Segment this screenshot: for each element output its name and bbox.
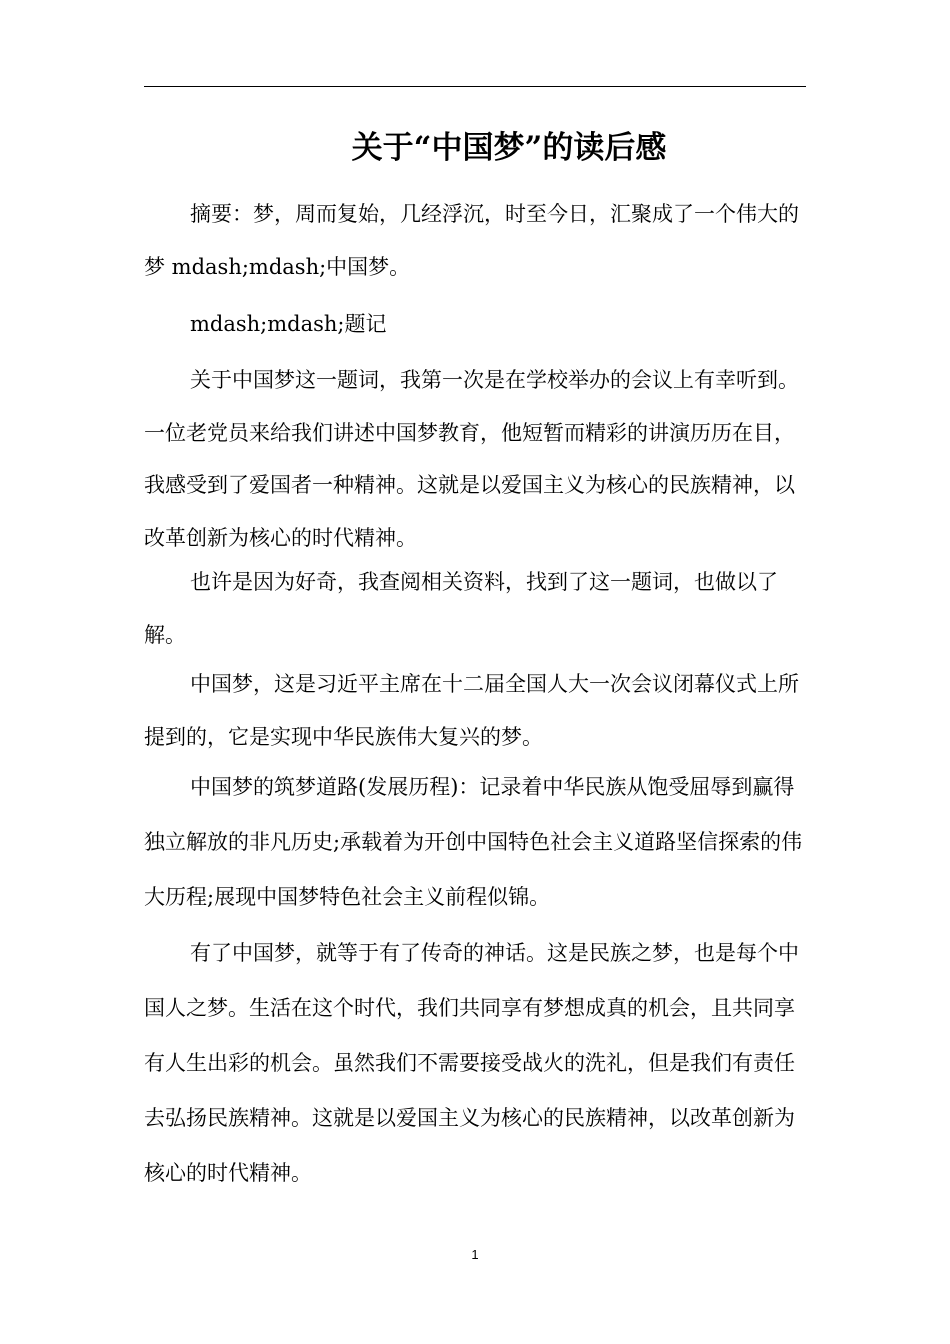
header-rule	[144, 86, 806, 87]
epigraph-paragraph: mdash;mdash;题记	[190, 312, 387, 336]
body-paragraph: 中国梦，这是习近平主席在十二届全国人大一次会议闭幕仪式上所提到的，它是实现中华民族伟大复兴的梦。	[144, 672, 799, 749]
body-paragraph: 也许是因为好奇，我查阅相关资料，找到了这一题词，也做以了解。	[144, 570, 778, 647]
page-number: 1	[471, 1247, 479, 1262]
abstract-paragraph: 摘要：梦，周而复始，几经浮沉，时至今日，汇聚成了一个伟大的梦 mdash;mdash;中国梦。	[144, 202, 799, 279]
body-paragraph: 关于中国梦这一题词，我第一次是在学校举办的会议上有幸听到。一位老党员来给我们讲述中国梦教育，他短暂而精彩的讲演历历在目，我感受到了爱国者一种精神。这就是以爱国主义为核心的民族精神，以改革创新为核心的时代精神。	[144, 368, 799, 550]
body-paragraph: 有了中国梦，就等于有了传奇的神话。这是民族之梦，也是每个中国人之梦。生活在这个时代，我们共同享有梦想成真的机会，且共同享有人生出彩的机会。虽然我们不需要接受战火的洗礼，但是我们有责任去弘扬民族精神。这就是以爱国主义为核心的民族精神，以改革创新为核心的时代精神。	[144, 941, 799, 1185]
body-paragraph: 中国梦的筑梦道路(发展历程)：记录着中华民族从饱受屈辱到赢得独立解放的非凡历史;承载着为开创中国特色社会主义道路坚信探索的伟大历程;展现中国梦特色社会主义前程似锦。	[144, 775, 803, 909]
document-title: 关于“中国梦”的读后感	[351, 130, 667, 166]
